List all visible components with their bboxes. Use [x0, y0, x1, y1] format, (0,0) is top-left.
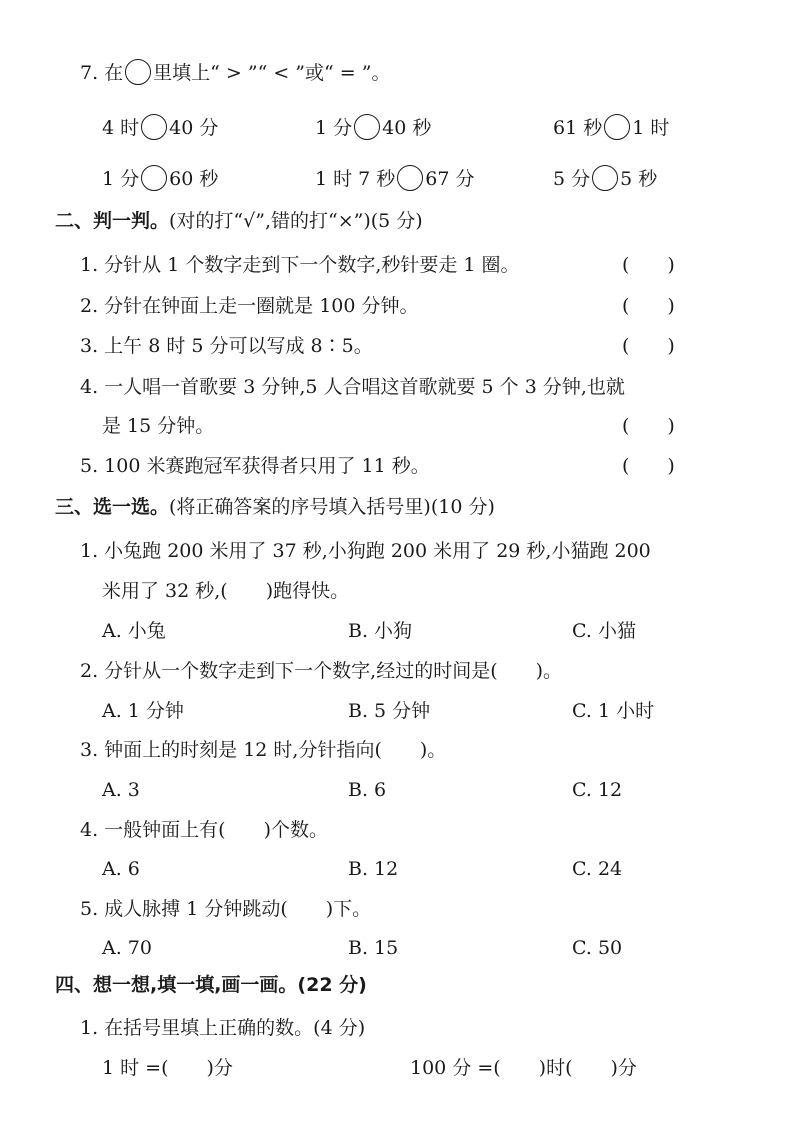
answer-circle[interactable] — [354, 114, 380, 140]
judge-paren-2[interactable]: ( ) — [622, 295, 675, 317]
q7-prompt-a: 7. 在 — [80, 62, 124, 84]
section3-heading: 三、选一选。(将正确答案的序号填入括号里)(10 分) — [55, 496, 495, 518]
choice-q4: 4. 一般钟面上有( )个数。 — [80, 819, 328, 841]
choice-q1-line1: 1. 小兔跑 200 米用了 37 秒,小狗跑 200 米用了 29 秒,小猫跑 200 — [80, 540, 651, 562]
choice-q5-opt-b[interactable]: B. 15 — [348, 937, 399, 959]
choice-q3: 3. 钟面上的时刻是 12 时,分针指向( )。 — [80, 739, 447, 761]
q7-item-r2c1: 1 分 60 秒 — [102, 166, 218, 193]
choice-q4-opt-c[interactable]: C. 24 — [572, 858, 623, 880]
choice-q5-opt-a[interactable]: A. 70 — [102, 937, 152, 959]
judge-paren-5[interactable]: ( ) — [622, 455, 675, 477]
choice-q1-opt-c[interactable]: C. 小猫 — [572, 620, 636, 642]
fill-a[interactable]: 1 时 =( )分 — [102, 1057, 233, 1079]
judge-item-3: 3. 上午 8 时 5 分可以写成 8∶5。 — [80, 335, 373, 357]
judge-item-1: 1. 分针从 1 个数字走到下一个数字,秒针要走 1 圈。 — [80, 254, 520, 276]
q7-item-r1c2: 1 分 40 秒 — [315, 115, 431, 142]
answer-circle[interactable] — [592, 165, 618, 191]
judge-item-2: 2. 分针在钟面上走一圈就是 100 分钟。 — [80, 295, 419, 317]
q7-prompt-b: 里填上“ > ”“ < ”或“ = ”。 — [153, 62, 391, 84]
q7-item-r2c2: 1 时 7 秒 67 分 — [315, 166, 475, 193]
choice-q5-opt-c[interactable]: C. 50 — [572, 937, 623, 959]
choice-q4-opt-a[interactable]: A. 6 — [102, 858, 140, 880]
judge-paren-1[interactable]: ( ) — [622, 254, 675, 276]
answer-circle[interactable] — [141, 165, 167, 191]
choice-q1-line2: 米用了 32 秒,( )跑得快。 — [102, 580, 350, 602]
choice-q3-opt-c[interactable]: C. 12 — [572, 779, 623, 801]
choice-q3-opt-b[interactable]: B. 6 — [348, 779, 387, 801]
choice-q2-opt-c[interactable]: C. 1 小时 — [572, 700, 655, 722]
choice-q2-opt-a[interactable]: A. 1 分钟 — [102, 700, 184, 722]
q7-item-r1c3: 61 秒 1 时 — [553, 115, 669, 142]
choice-q5: 5. 成人脉搏 1 分钟跳动( )下。 — [80, 898, 372, 920]
choice-q2-opt-b[interactable]: B. 5 分钟 — [348, 700, 431, 722]
compare-circle — [125, 59, 151, 85]
answer-circle[interactable] — [141, 114, 167, 140]
q7-prompt — [80, 60, 390, 87]
fill-q1: 1. 在括号里填上正确的数。(4 分) — [80, 1017, 366, 1039]
judge-item-4: 4. 一人唱一首歌要 3 分钟,5 人合唱这首歌就要 5 个 3 分钟,也就 — [80, 376, 625, 398]
choice-q4-opt-b[interactable]: B. 12 — [348, 858, 399, 880]
judge-item-5: 5. 100 米赛跑冠军获得者只用了 11 秒。 — [80, 455, 430, 477]
section4-heading: 四、想一想,填一填,画一画。(22 分) — [55, 974, 367, 996]
fill-b[interactable]: 100 分 =( )时( )分 — [410, 1057, 637, 1079]
choice-q3-opt-a[interactable]: A. 3 — [102, 779, 140, 801]
choice-q1-opt-a[interactable]: A. 小兔 — [102, 620, 166, 642]
choice-q1-opt-b[interactable]: B. 小狗 — [348, 620, 413, 642]
judge-paren-4[interactable]: ( ) — [622, 415, 675, 437]
answer-circle[interactable] — [604, 114, 630, 140]
choice-q2: 2. 分针从一个数字走到下一个数字,经过的时间是( )。 — [80, 660, 563, 682]
q7-item-r1c1: 4 时 40 分 — [102, 115, 218, 142]
judge-item-4-cont: 是 15 分钟。 — [102, 415, 215, 437]
section2-heading: 二、判一判。(对的打“√”,错的打“×”)(5 分) — [55, 210, 423, 232]
answer-circle[interactable] — [397, 165, 423, 191]
judge-paren-3[interactable]: ( ) — [622, 335, 675, 357]
q7-item-r2c3: 5 分 5 秒 — [553, 166, 657, 193]
